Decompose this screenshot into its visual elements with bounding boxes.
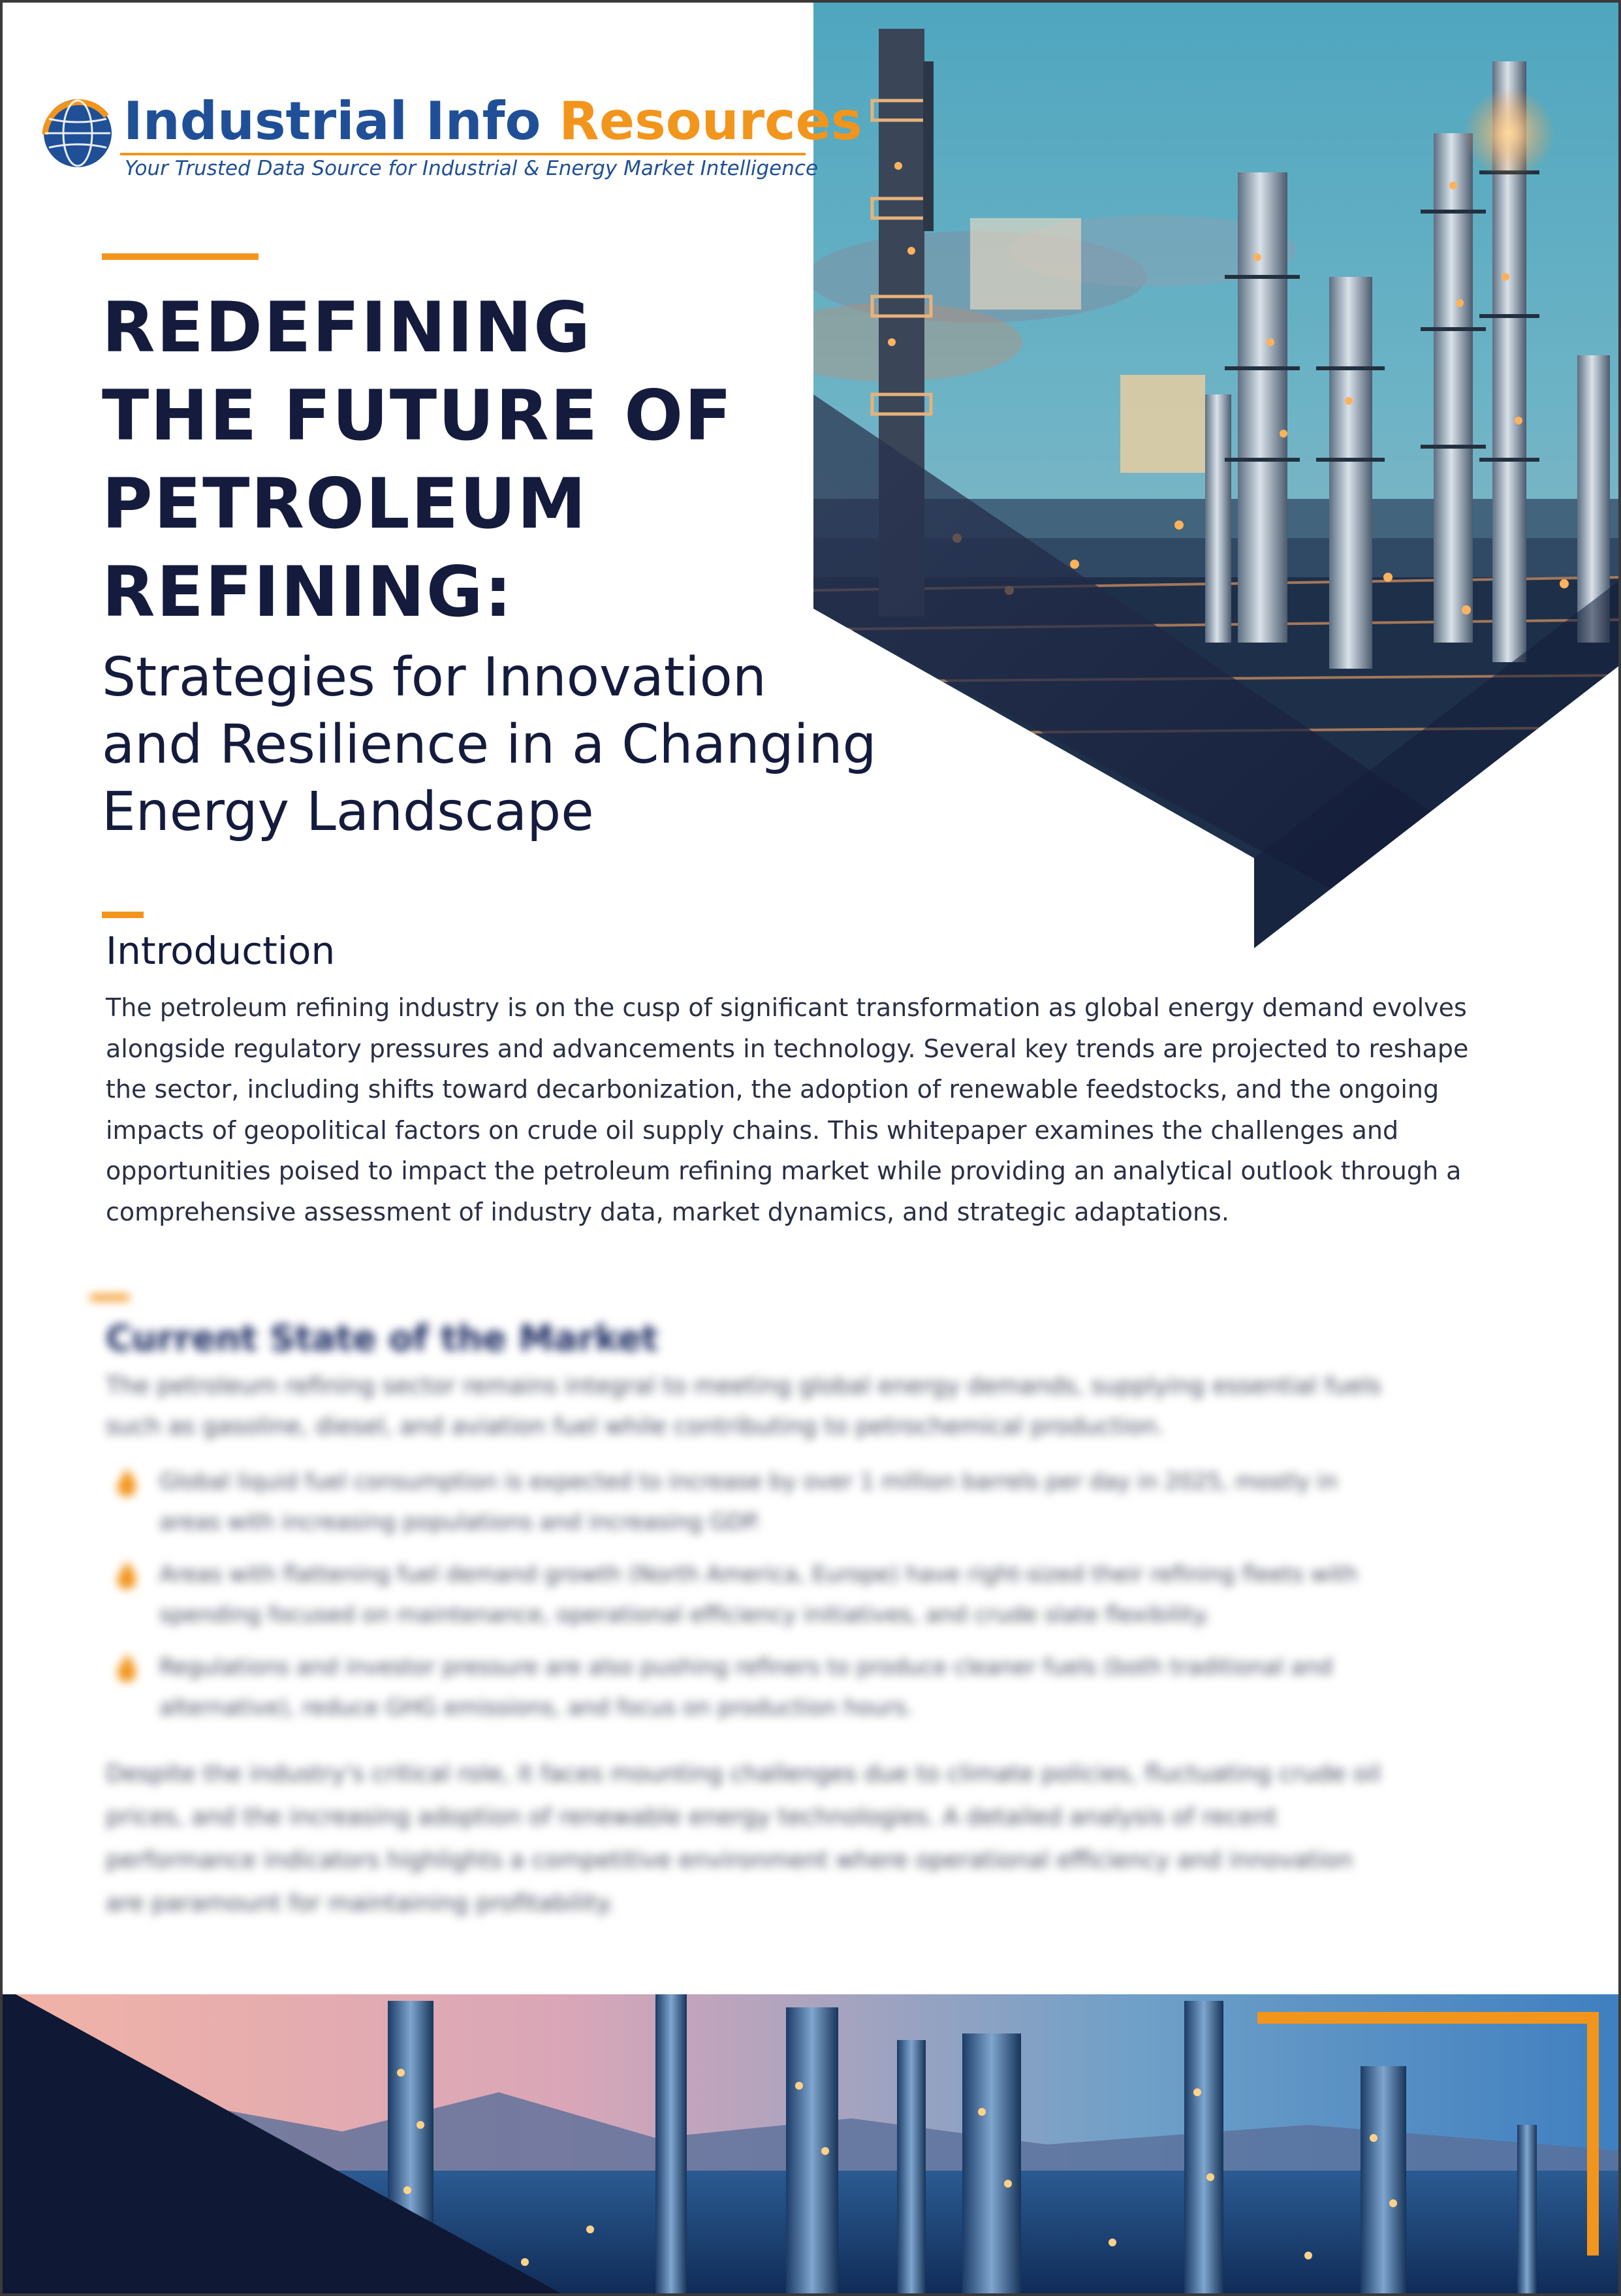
introduction-line: comprehensive assessment of industry data, market dynamics, and strategic adaptations. xyxy=(106,1197,1229,1226)
introduction-line: The petroleum refining industry is on the cusp of significant transformation as global energy demand evolves xyxy=(106,993,1467,1022)
market-section-blurred xyxy=(3,1283,1621,1936)
market-bullet-line: Global liquid fuel consumption is expected to increase by over 1 million barrels per day in 2025, mostly in xyxy=(159,1469,1338,1495)
company-logo xyxy=(39,89,862,187)
company-name-part1: Industrial Info xyxy=(123,91,541,151)
market-accent-bar xyxy=(90,1294,129,1301)
title-line: PETROLEUM xyxy=(102,464,588,544)
subtitle-line: and Resilience in a Changing xyxy=(102,714,877,776)
market-outro-line: Despite the industry's critical role, it faces mounting challenges due to climate policies, fluctuating crude oil xyxy=(106,1761,1381,1787)
title-accent-bar xyxy=(102,253,259,260)
market-bullet-line: Regulations and investor pressure are also pushing refiners to produce cleaner fuels (both traditional and xyxy=(159,1654,1333,1680)
market-outro-line: are paramount for maintaining profitability. xyxy=(106,1890,615,1917)
page-title xyxy=(102,283,918,636)
flame-bullet-icon xyxy=(114,1559,140,1592)
company-name xyxy=(123,89,862,154)
market-bullet xyxy=(159,1554,1465,1635)
market-bullet-line: spending focused on maintenance, operational efficiency initiatives, and crude slate flexibility. xyxy=(159,1602,1210,1628)
refinery-hero-image xyxy=(813,3,1621,948)
market-outro-line: performance indicators highlights a competitive environment where operational efficiency and innovation xyxy=(106,1847,1353,1873)
market-heading: Current State of the Market xyxy=(106,1318,659,1359)
subtitle-line: Energy Landscape xyxy=(102,781,594,843)
market-intro xyxy=(106,1366,1542,1447)
market-outro-line: prices, and the increasing adoption of renewable energy technologies. A detailed analysis of recent xyxy=(106,1804,1278,1830)
market-bullet-line: areas with increasing populations and increasing GDP. xyxy=(159,1509,761,1535)
company-name-part2: Resources xyxy=(559,91,862,151)
market-bullet xyxy=(159,1647,1465,1728)
market-intro-line: The petroleum refining sector remains integral to meeting global energy demands, supplying essential fuels xyxy=(106,1373,1381,1399)
introduction-line: alongside regulatory pressures and advancements in technology. Several key trends are projected to reshape xyxy=(106,1034,1469,1063)
logo-divider xyxy=(120,153,806,155)
title-line: REDEFINING xyxy=(102,287,592,368)
market-bullet xyxy=(159,1461,1465,1542)
introduction-line: impacts of geopolitical factors on crude oil supply chains. This whitepaper examines the challenges and xyxy=(106,1115,1399,1145)
title-line: REFINING: xyxy=(102,552,514,632)
subtitle-line: Strategies for Innovation xyxy=(102,646,766,709)
flame-bullet-icon xyxy=(114,1652,140,1685)
company-tagline: Your Trusted Data Source for Industrial & Energy Market Intelligence xyxy=(125,157,819,180)
introduction-heading: Introduction xyxy=(106,929,336,973)
introduction-body xyxy=(106,987,1542,1232)
title-line: THE FUTURE OF xyxy=(102,375,733,456)
market-intro-line: such as gasoline, diesel, and aviation fuel while contributing to petrochemical production. xyxy=(106,1413,1165,1440)
market-bullet-line: alternative), reduce GHG emissions, and focus on production hours. xyxy=(159,1695,914,1721)
introduction-line: the sector, including shifts toward decarbonization, the adoption of renewable feedstocks, and the ongoing xyxy=(106,1075,1440,1104)
introduction-line: opportunities poised to impact the petroleum refining market while providing an analytical outlook through a xyxy=(106,1156,1462,1185)
refinery-footer-image xyxy=(3,1994,1621,2296)
market-bullet-line: Areas with flattening fuel demand growth (North America, Europe) have right-sized their refining fleets with xyxy=(159,1561,1358,1587)
title-block xyxy=(102,283,918,846)
page-subtitle xyxy=(102,644,918,846)
intro-accent-bar xyxy=(102,912,144,918)
market-outro xyxy=(106,1753,1542,1925)
globe-logo-icon xyxy=(39,94,117,172)
flame-bullet-icon xyxy=(114,1467,140,1499)
